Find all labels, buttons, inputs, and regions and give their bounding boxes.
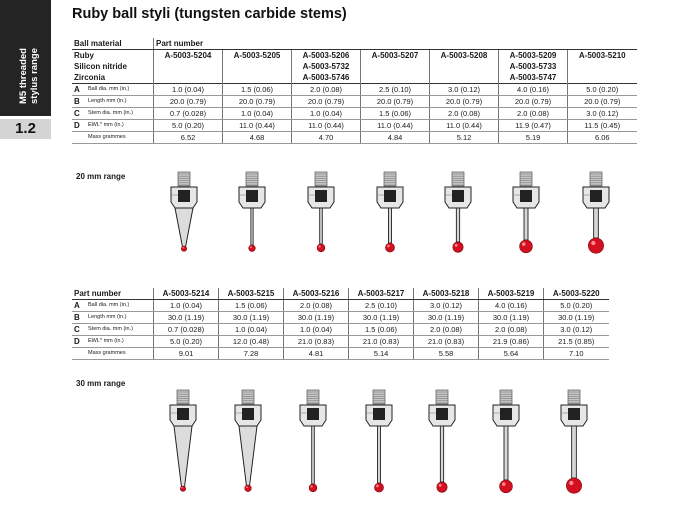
spec-value: 5.19 xyxy=(499,132,568,144)
spec-value: 2.0 (0.08) xyxy=(292,84,361,96)
stylus-illustration xyxy=(429,390,455,492)
spec-value: 4.0 (0.16) xyxy=(479,300,544,312)
row-label: Ball dia. mm (in.) xyxy=(86,84,154,96)
spec-row xyxy=(72,96,637,108)
spec-value: 2.0 (0.08) xyxy=(479,324,544,336)
material-silicon-nitride: Silicon nitride xyxy=(74,62,127,71)
section-number: 1.2 xyxy=(0,119,51,139)
row-label: EWL* mm (in.) xyxy=(86,120,154,132)
stylus-illustration xyxy=(366,390,392,492)
spec-value: 20.0 (0.79) xyxy=(430,96,499,108)
part-number: A-5003-5214 xyxy=(154,288,219,300)
spec-row xyxy=(72,324,609,336)
spec-value: 20.0 (0.79) xyxy=(292,96,361,108)
spec-value: 5.58 xyxy=(414,348,479,360)
sidebar-vertical-label xyxy=(0,0,51,116)
spec-value: 9.01 xyxy=(154,348,219,360)
row-label: Ball dia. mm (in.) xyxy=(86,300,154,312)
spec-value: 5.0 (0.20) xyxy=(568,84,637,96)
spec-value: 2.0 (0.08) xyxy=(499,108,568,120)
stylus-illustration xyxy=(239,172,265,252)
spec-value: 6.52 xyxy=(154,132,223,144)
spec-value: 30.0 (1.19) xyxy=(479,312,544,324)
stylus-illustration xyxy=(583,172,609,253)
spec-value: 4.0 (0.16) xyxy=(499,84,568,96)
row-letter: B xyxy=(72,96,86,108)
row-letter: C xyxy=(72,324,86,336)
part-number: A-5003-5208 xyxy=(430,50,499,62)
material-ruby: Ruby xyxy=(74,51,94,60)
row-letter xyxy=(72,132,86,144)
row-label: Mass grammes xyxy=(86,132,154,144)
spec-value: 1.0 (0.04) xyxy=(223,108,292,120)
header-part-number: Part number xyxy=(154,38,637,50)
spec-value: 2.5 (0.10) xyxy=(349,300,414,312)
spec-value: 30.0 (1.19) xyxy=(349,312,414,324)
spec-value: 1.5 (0.06) xyxy=(361,108,430,120)
spec-value: 3.0 (0.12) xyxy=(568,108,637,120)
spec-value: 3.0 (0.12) xyxy=(544,324,609,336)
spec-value: 1.5 (0.06) xyxy=(349,324,414,336)
spec-value: 2.0 (0.08) xyxy=(284,300,349,312)
spec-value: 11.0 (0.44) xyxy=(361,120,430,132)
part-number: A-5003-5219 xyxy=(479,288,544,300)
spec-value: 3.0 (0.12) xyxy=(430,84,499,96)
spec-value: 5.14 xyxy=(349,348,414,360)
spec-value: 20.0 (0.79) xyxy=(499,96,568,108)
spec-row xyxy=(72,336,609,348)
spec-value: 21.0 (0.83) xyxy=(414,336,479,348)
spec-value: 1.0 (0.04) xyxy=(154,84,223,96)
sidebar-label-line2: stylus range xyxy=(29,48,40,104)
styli-drawings-20mm xyxy=(0,170,682,270)
part-number: A-5003-5216 xyxy=(284,288,349,300)
stylus-illustration xyxy=(513,172,539,253)
spec-value: 5.0 (0.20) xyxy=(154,336,219,348)
part-number: A-5003-5215 xyxy=(219,288,284,300)
spec-value: 1.0 (0.04) xyxy=(154,300,219,312)
spec-value: 11.0 (0.44) xyxy=(292,120,361,132)
spec-row xyxy=(72,348,609,360)
row-label: EWL* mm (in.) xyxy=(86,336,154,348)
spec-value: 4.70 xyxy=(292,132,361,144)
spec-value: 20.0 (0.79) xyxy=(223,96,292,108)
spec-row xyxy=(72,84,637,96)
row-letter: D xyxy=(72,120,86,132)
spec-value: 12.0 (0.48) xyxy=(219,336,284,348)
part-number: A-5003-5746 xyxy=(292,72,361,84)
part-number: A-5003-5220 xyxy=(544,288,609,300)
row-label: Length mm (in.) xyxy=(86,96,154,108)
spec-value: 11.0 (0.44) xyxy=(223,120,292,132)
spec-value: 30.0 (1.19) xyxy=(414,312,479,324)
spec-table-30mm xyxy=(72,288,609,360)
row-label: Stem dia. mm (in.) xyxy=(86,108,154,120)
spec-value: 11.0 (0.44) xyxy=(430,120,499,132)
spec-value: 11.9 (0.47) xyxy=(499,120,568,132)
stylus-illustration xyxy=(170,390,196,491)
row-label: Stem dia. mm (in.) xyxy=(86,324,154,336)
spec-value: 20.0 (0.79) xyxy=(568,96,637,108)
part-number: A-5003-5733 xyxy=(499,61,568,72)
spec-value: 3.0 (0.12) xyxy=(414,300,479,312)
stylus-illustration xyxy=(308,172,334,252)
spec-value: 11.5 (0.45) xyxy=(568,120,637,132)
stylus-illustration xyxy=(445,172,471,252)
row-label: Length mm (in.) xyxy=(86,312,154,324)
part-number: A-5003-5206 xyxy=(292,50,361,62)
styli-drawings-30mm xyxy=(0,388,682,508)
spec-value: 1.5 (0.06) xyxy=(223,84,292,96)
spec-value: 21.0 (0.83) xyxy=(349,336,414,348)
spec-value: 1.0 (0.04) xyxy=(284,324,349,336)
spec-value: 4.81 xyxy=(284,348,349,360)
part-number: A-5003-5210 xyxy=(568,50,637,62)
header-ball-material: Ball material xyxy=(72,38,154,50)
row-label: Mass grammes xyxy=(86,348,154,360)
row-letter: A xyxy=(72,84,86,96)
spec-value: 1.0 (0.04) xyxy=(292,108,361,120)
spec-row xyxy=(72,108,637,120)
part-number: A-5003-5209 xyxy=(499,50,568,62)
spec-value: 5.64 xyxy=(479,348,544,360)
spec-value: 21.9 (0.86) xyxy=(479,336,544,348)
stylus-illustration xyxy=(235,390,261,492)
spec-value: 30.0 (1.19) xyxy=(154,312,219,324)
spec-value: 2.0 (0.08) xyxy=(414,324,479,336)
spec-value: 20.0 (0.79) xyxy=(154,96,223,108)
stylus-illustration xyxy=(171,172,197,251)
spec-value: 0.7 (0.028) xyxy=(154,108,223,120)
spec-table-20mm xyxy=(72,38,637,144)
part-number: A-5003-5205 xyxy=(223,50,292,62)
spec-value: 4.84 xyxy=(361,132,430,144)
material-zirconia: Zirconia xyxy=(74,73,106,82)
spec-value: 21.5 (0.85) xyxy=(544,336,609,348)
spec-value: 2.0 (0.08) xyxy=(430,108,499,120)
range-label-20mm: 20 mm range xyxy=(76,172,126,181)
spec-value: 30.0 (1.19) xyxy=(544,312,609,324)
part-number: A-5003-5217 xyxy=(349,288,414,300)
part-number: A-5003-5207 xyxy=(361,50,430,62)
spec-value: 4.68 xyxy=(223,132,292,144)
row-letter xyxy=(72,348,86,360)
spec-value: 0.7 (0.028) xyxy=(154,324,219,336)
spec-value: 20.0 (0.79) xyxy=(361,96,430,108)
stylus-illustration xyxy=(377,172,403,252)
row-letter: B xyxy=(72,312,86,324)
page-title: Ruby ball styli (tungsten carbide stems) xyxy=(72,6,347,22)
spec-value: 30.0 (1.19) xyxy=(284,312,349,324)
spec-value: 5.0 (0.20) xyxy=(154,120,223,132)
spec-value: 5.12 xyxy=(430,132,499,144)
header-part-number: Part number xyxy=(72,288,154,300)
range-label-30mm: 30 mm range xyxy=(76,379,126,388)
spec-value: 2.5 (0.10) xyxy=(361,84,430,96)
row-letter: C xyxy=(72,108,86,120)
spec-value: 6.06 xyxy=(568,132,637,144)
spec-row xyxy=(72,132,637,144)
spec-value: 7.28 xyxy=(219,348,284,360)
row-letter: A xyxy=(72,300,86,312)
part-number: A-5003-5747 xyxy=(499,72,568,84)
spec-row xyxy=(72,312,609,324)
spec-row xyxy=(72,120,637,132)
spec-row xyxy=(72,300,609,312)
spec-value: 5.0 (0.20) xyxy=(544,300,609,312)
sidebar-label-line1: M5 threaded xyxy=(18,48,29,104)
stylus-illustration xyxy=(300,390,326,492)
part-number: A-5003-5204 xyxy=(154,50,223,62)
stylus-illustration xyxy=(493,390,519,493)
stylus-illustration xyxy=(561,390,587,493)
spec-value: 1.0 (0.04) xyxy=(219,324,284,336)
spec-value: 30.0 (1.19) xyxy=(219,312,284,324)
part-number: A-5003-5732 xyxy=(292,61,361,72)
part-number: A-5003-5218 xyxy=(414,288,479,300)
row-letter: D xyxy=(72,336,86,348)
spec-value: 1.5 (0.06) xyxy=(219,300,284,312)
spec-value: 7.10 xyxy=(544,348,609,360)
spec-value: 21.0 (0.83) xyxy=(284,336,349,348)
